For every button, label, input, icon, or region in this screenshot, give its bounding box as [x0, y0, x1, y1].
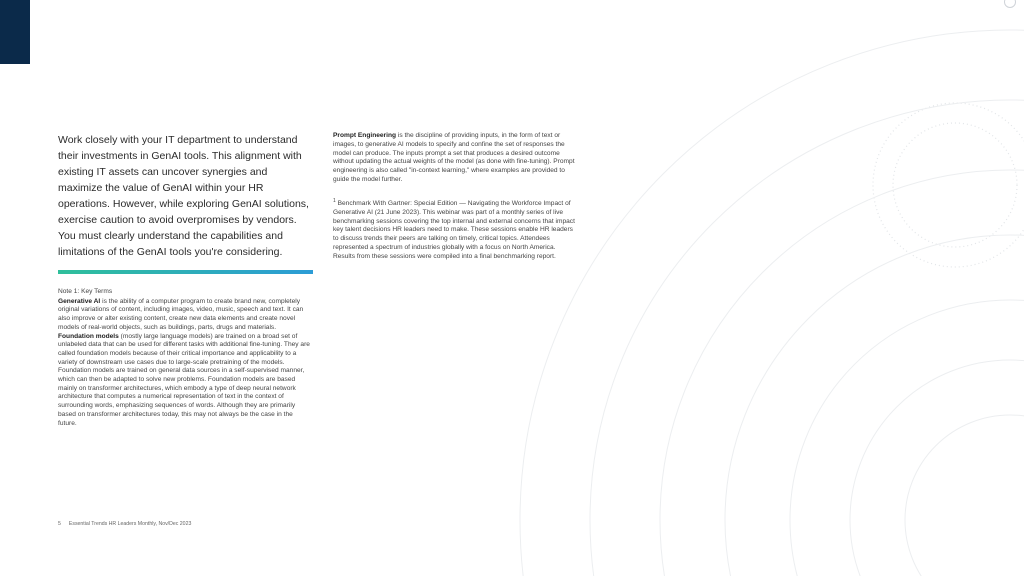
concentric-ring	[660, 170, 1024, 576]
concentric-ring	[790, 300, 1024, 576]
concentric-ring	[590, 100, 1024, 576]
dotted-ring-inner	[893, 123, 1017, 247]
right-column	[333, 132, 578, 262]
footer-source: Essential Trends HR Leaders Monthly, Nov/Dec 2023	[68, 521, 192, 527]
brand-bar	[0, 0, 30, 64]
footnote	[333, 197, 578, 262]
page-footer	[58, 521, 199, 527]
term-generative-ai	[58, 298, 313, 333]
term-definition: is the ability of a computer program to create brand new, completely original variations of content, including images, video, music, speech and text. It can also improve or alter existing content, create new data elements and create novel models of real-world objects, such as buildings, parts, drugs and materials.	[58, 297, 304, 331]
term-definition: is the discipline of providing inputs, in the form of text or images, to generative AI models to specify and confine the set of responses the model can produce. The inputs prompt a set that produces a desired outcome without updating the actual weights of the model (as done with fine-tuning). Prompt engineering is also called "in-context learning," where examples are provided to guide the model further.	[333, 132, 575, 183]
term-label: Generative AI	[58, 297, 101, 305]
term-prompt-engineering	[333, 132, 578, 185]
concentric-ring	[850, 360, 1024, 576]
dotted-ring-outer	[873, 103, 1024, 267]
concentric-ring	[725, 235, 1024, 576]
page-number: 5	[58, 521, 61, 527]
footnote-marker: 1	[333, 197, 336, 204]
term-definition: (mostly large language models) are trained on a broad set of unlabeled data that can be used for different tasks with additional fine-tuning. They are called foundation models because of their critical importance and applicability to a variety of downstream use cases due to large-scale pretraining of the models. Foundation models are trained on general data sources in a self-supervised manner, which can then be adapted to solve new problems. Foundation models are based mainly on transformer architectures, which embody a type of deep neural network architecture that computes a numerical representation of text in the context of surrounding words, emphasizing sequences of words. Although they are primarily based on transformer architectures today, this may not always be the case in the future.	[58, 332, 310, 427]
left-column	[58, 132, 313, 428]
accent-rule	[58, 270, 313, 274]
footnote-text: Benchmark With Gartner: Special Edition — Navigating the Workforce Impact of Generative AI (21 June 2023). This webinar was part of a monthly series of live benchmarking sessions covering the top internal and external concerns that impact key talent decisions HR leaders need to make. These sessions enable HR leaders to discuss trends their peers are talking on timely, critical topics. Attendees represented a spectrum of industries globally with a focus on North America. Results from these sessions were compiled into a final benchmarking report.	[333, 199, 575, 260]
decorative-dot	[1004, 0, 1016, 8]
term-foundation-models	[58, 333, 313, 429]
key-terms-note	[58, 288, 313, 428]
concentric-ring	[905, 415, 1024, 576]
note-title: Note 1: Key Terms	[58, 288, 113, 295]
concentric-ring	[520, 30, 1024, 576]
term-label: Prompt Engineering	[333, 132, 397, 139]
intro-paragraph: Work closely with your IT department to understand their investments in GenAI tools. This alignment with existing IT assets can uncover synergies and maximize the value of GenAI within your HR operations. However, while exploring GenAI solutions, exercise caution to avoid overpromises by vendors. You must clearly understand the capabilities and limitations of the GenAI tools you're considering.	[58, 134, 309, 258]
term-label: Foundation models	[58, 332, 119, 340]
